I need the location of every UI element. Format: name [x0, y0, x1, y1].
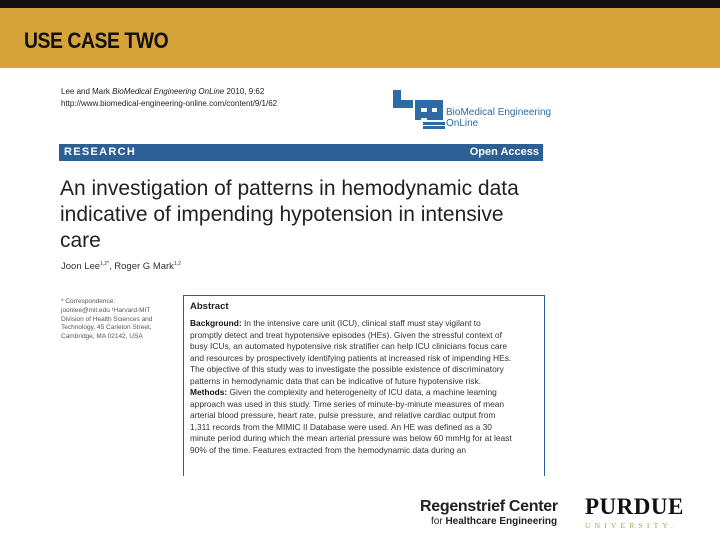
regenstrief-logo: [420, 498, 570, 527]
methods-text: Given the complexity and heterogeneity of ICU data, a machine learning approach was used in this study. Time series of minute-by-minute measures of mean arterial blood pressure, heart rate, pulse pressure, and relative cardiac output from 1,311 records from the MIMIC II Database were used. An HE was defined as a 30 minute period during which the mean arterial pressure was below 60 mmHg for at least 90% of the time. Features extracted from the hemodynamic data during an: [190, 387, 512, 455]
bme-logo-line2: OnLine: [446, 118, 479, 129]
section-label: RESEARCH: [64, 146, 137, 158]
author-2: Roger G Mark: [114, 261, 174, 273]
purdue-university: UNIVERSITY.: [585, 521, 678, 530]
abstract-heading: Abstract: [190, 301, 229, 312]
citation-authors: Lee and Mark: [61, 87, 110, 96]
paper-citation: [61, 86, 277, 110]
regenstrief-for: for: [431, 516, 446, 527]
bme-logo-text: [446, 107, 551, 129]
open-access-label: Open Access: [469, 146, 539, 158]
citation-journal: BioMedical Engineering OnLine: [112, 87, 225, 96]
slide-header-banner: [0, 8, 720, 68]
purdue-name: PURDUE: [585, 494, 684, 519]
methods-label: Methods:: [190, 387, 228, 397]
citation-year: 2010, 9:62: [226, 87, 265, 96]
author-2-affiliation: 1,2: [173, 261, 181, 267]
article-title: An investigation of patterns in hemodynamic data indicative of impending hypotension in intensive care: [60, 177, 519, 252]
bme-logo-line1: BioMedical Engineering: [446, 107, 552, 118]
purdue-logo: [585, 495, 695, 530]
correspondence-note: * Correspondence: joonlee@mit.edu ¹Harvard-MIT Division of Health Sciences and Technology, 45 Carleton Street, Cambridge, MA 02142, USA: [61, 298, 153, 341]
regenstrief-title: Regenstrief Center: [420, 498, 558, 515]
abstract-body: [190, 318, 514, 456]
author-separator: ,: [109, 261, 115, 273]
author-1: Joon Lee: [61, 261, 101, 273]
background-text: In the intensive care unit (ICU), clinical staff must stay vigilant to promptly detect and treat hypotensive episodes (HEs). Given the stressful context of busy ICUs, an automated hypotensive risk stratifier can help ICU clinicians focus care and resources by prospectively identifying patients at increased risk of impending HEs. The objective of this study was to investigate the possible existence of discriminatory patterns in hemodynamic data that can be indicative of future hypotensive risk.: [190, 318, 512, 386]
slide-title: USE CASE TWO: [24, 28, 169, 53]
regenstrief-subtitle: [420, 516, 570, 527]
background-label: Background:: [190, 318, 242, 328]
top-border-line: [0, 0, 720, 8]
abstract-box: [183, 295, 545, 476]
regenstrief-sub: Healthcare Engineering: [445, 516, 558, 527]
article-authors: [61, 261, 181, 272]
author-1-affiliation: 1,2*: [100, 261, 109, 267]
research-bar: [59, 144, 543, 161]
citation-url: http://www.biomedical-engineering-online.com/content/9/1/62: [61, 99, 278, 108]
